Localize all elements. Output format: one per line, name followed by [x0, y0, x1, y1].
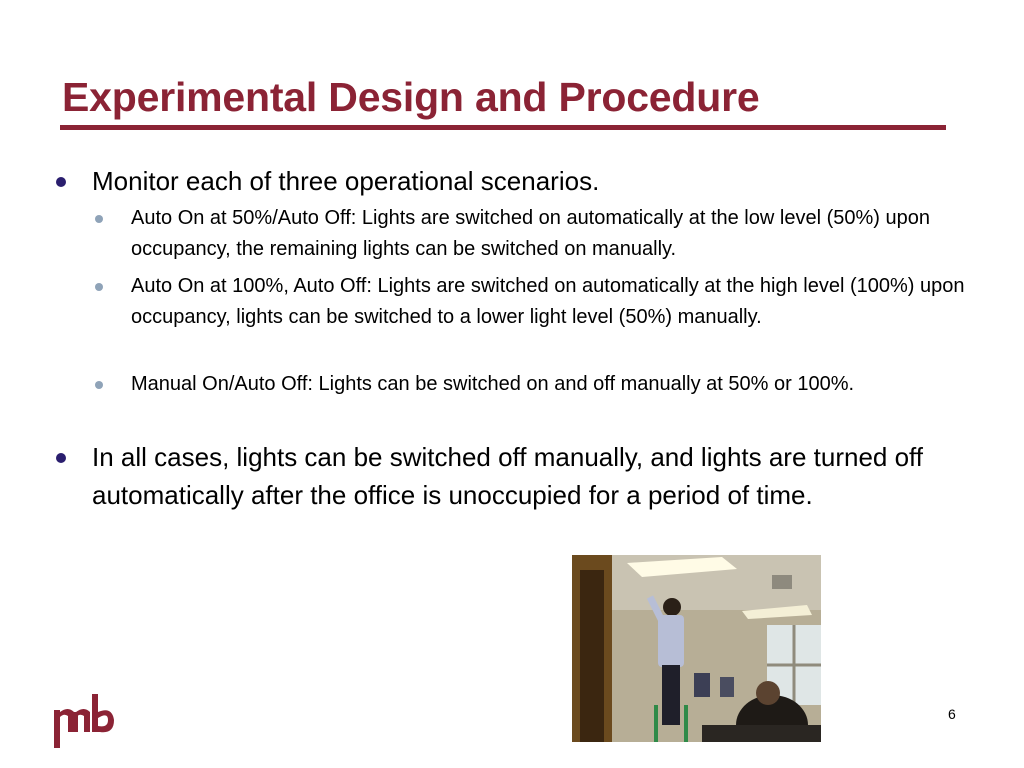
sub-bullet-text: Auto On at 50%/Auto Off: Lights are switched on automatically at the low level (50%) upon occupancy, the remaining lights can be switched on manually.: [131, 207, 930, 260]
sub-bullet-item: [131, 369, 1019, 400]
sub-bullet-item: [131, 203, 1019, 265]
bullet-text: In all cases, lights can be switched off manually, and lights are turned off automatically after the office is unoccupied for a period of time.: [92, 442, 924, 510]
sub-bullet-text: Manual On/Auto Off: Lights can be switched on and off manually at 50% or 100%.: [131, 373, 855, 395]
bullet-marker: [56, 177, 66, 187]
sub-bullet-text: Auto On at 100%, Auto Off: Lights are switched on automatically at the high level (100%) upon occupancy, lights can be switched to a lower light level (50%) manually.: [131, 275, 965, 328]
title-underline: [60, 125, 946, 130]
sub-bullet-marker: [95, 283, 103, 291]
slide-title: Experimental Design and Procedure: [62, 74, 760, 120]
bullet-item: [92, 438, 1007, 514]
sub-bullet-item: [131, 271, 1019, 333]
pmb-logo: [52, 690, 122, 750]
sub-bullet-marker: [95, 215, 103, 223]
bullet-marker: [56, 453, 66, 463]
sub-bullet-marker: [95, 381, 103, 389]
office-photo: [572, 555, 821, 742]
bullet-text: Monitor each of three operational scenarios.: [92, 166, 600, 196]
bullet-item: [92, 162, 1007, 200]
page-number: 6: [948, 706, 956, 722]
